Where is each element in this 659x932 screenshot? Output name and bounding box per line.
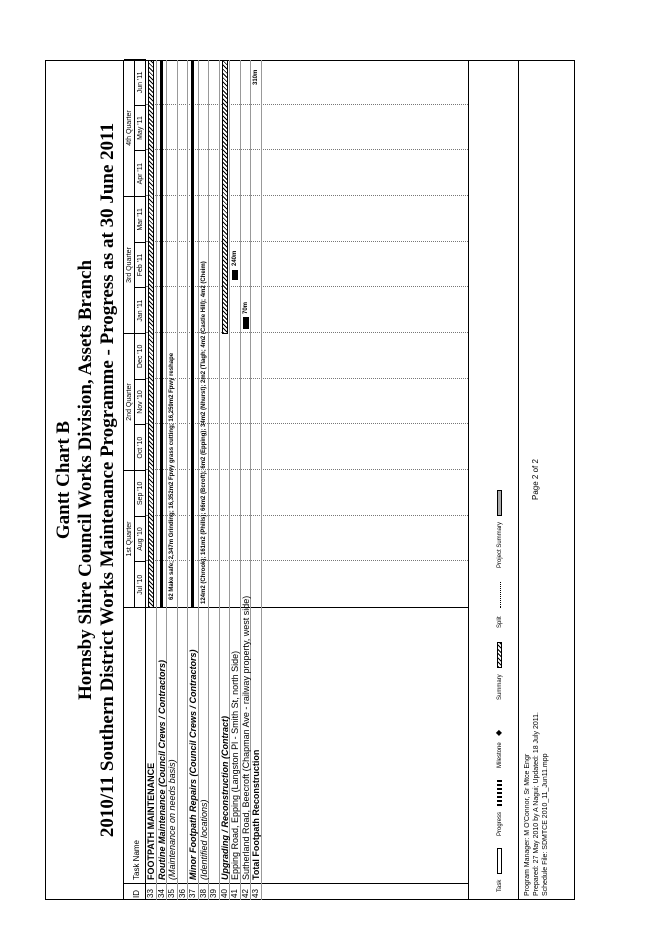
row-id: 33 xyxy=(146,889,155,898)
chart-title: Gantt Chart B xyxy=(53,420,74,540)
table-row[interactable] xyxy=(241,60,252,900)
quarter-4: 4th Quarter xyxy=(124,59,135,196)
month-feb: Feb '11 xyxy=(135,242,146,288)
table-row[interactable] xyxy=(167,60,178,900)
row-id: 43 xyxy=(251,889,260,898)
legend-milestone-label: Milestone xyxy=(497,742,503,768)
legend-progress-swatch xyxy=(497,780,502,806)
legend-split-swatch xyxy=(500,582,501,608)
legend-task-label: Task xyxy=(497,879,503,892)
legend xyxy=(469,60,519,900)
month-mar: Mar '11 xyxy=(135,196,146,242)
table-row[interactable] xyxy=(209,60,220,900)
task-bar xyxy=(243,317,249,329)
row-id: 42 xyxy=(240,889,250,898)
row-annotation: 62 Make safe; 2,347m Grinding; 16,352m2 Fpwy grass cutting; 16,259m2 Fpwy reshape xyxy=(169,352,175,600)
task-bar xyxy=(232,270,238,280)
row-task-name: Routine Maintenance (Council Crews / Contractors) xyxy=(156,659,167,880)
prepared-updated: Prepared: 27 May 2010 by A Nagui; Updated: 18 July 2011. xyxy=(533,712,540,896)
row-task-name: (Identified locations) xyxy=(198,799,209,880)
table-row[interactable] xyxy=(188,60,199,900)
legend-task-swatch xyxy=(497,848,502,874)
row-task-name: FOOTPATH MAINTENANCE xyxy=(146,762,156,880)
row-annotation: 124m2 (Chrook); 161m2 (Phills); 66m2 (Bcroft); 6m2 (Epping); 34m2 (Nhurst); 2m2 (Tlagh; 4m2 (Castle Hill); 4m2 (Cheim) xyxy=(200,261,207,604)
footer xyxy=(523,712,550,896)
row-annotation: 240m xyxy=(232,250,238,266)
legend-project-summary-label: Project Summary xyxy=(497,521,503,568)
month-oct: Oct '10 xyxy=(135,424,146,470)
id-header: ID xyxy=(132,890,141,898)
quarter-3: 3rd Quarter xyxy=(124,196,135,333)
month-sep: Sep '10 xyxy=(135,470,146,516)
organisation-title: Hornsby Shire Council Works Division, Assets Branch xyxy=(75,259,96,701)
summary-bar xyxy=(148,60,154,608)
row-id: 39 xyxy=(209,889,218,898)
row-annotation: 70m xyxy=(242,301,249,314)
month-jan: Jan '11 xyxy=(135,287,146,333)
gantt-sheet xyxy=(45,60,575,900)
row-task-name: Epping Road, Epping (Langston Pl - Smith St, north Side) xyxy=(230,650,240,880)
page-number: Page 2 of 2 xyxy=(531,459,540,500)
schedule-file: Schedule File: SDMTCE 2010_11_Jun11.mpp xyxy=(542,753,549,896)
legend-progress-label: Progress xyxy=(497,811,503,836)
month-may: May '11 xyxy=(135,105,146,151)
row-id: 34 xyxy=(156,889,166,898)
row-id: 38 xyxy=(198,889,208,898)
quarter-2: 2nd Quarter xyxy=(124,333,135,470)
table-row[interactable] xyxy=(230,60,241,900)
row-annotation: 310m xyxy=(253,69,259,85)
table-row[interactable] xyxy=(220,60,231,900)
legend-project-summary-swatch xyxy=(497,490,502,516)
summary-bar xyxy=(160,60,163,608)
table-row[interactable] xyxy=(199,60,210,900)
legend-summary-swatch xyxy=(497,642,502,668)
row-task-name: Upgrading / Reconstruction (Contract) xyxy=(219,716,230,880)
summary-bar xyxy=(222,60,228,334)
row-task-name: Sutherland Road, Beecroft (Chapman Ave - railway property, west side) xyxy=(240,595,251,880)
programme-title: 2010/11 Southern District Works Maintenance Programme - Progress as at 30 June 2011 xyxy=(97,122,118,838)
summary-bar xyxy=(191,60,194,608)
row-id: 40 xyxy=(219,889,229,898)
row-id: 37 xyxy=(188,889,197,898)
row-id: 41 xyxy=(230,889,239,898)
table-row[interactable] xyxy=(251,60,262,900)
row-id: 35 xyxy=(167,889,176,898)
program-manager: Program Manager: M O'Connor, Sr Mtce Engr xyxy=(524,753,531,896)
legend-split-label: Split xyxy=(497,616,503,628)
task-name-header: Task Name xyxy=(132,839,141,880)
month-aug: Aug '10 xyxy=(135,516,146,562)
month-jun: Jun '11 xyxy=(135,59,146,105)
gantt-table xyxy=(123,60,469,900)
month-nov: Nov '10 xyxy=(135,379,146,425)
month-jul: Jul '10 xyxy=(135,561,146,607)
table-row[interactable] xyxy=(146,60,157,900)
row-task-name: Total Footpath Reconstruction xyxy=(251,749,261,880)
table-row[interactable] xyxy=(157,60,168,900)
month-apr: Apr '11 xyxy=(135,150,146,196)
quarter-1: 1st Quarter xyxy=(124,470,135,607)
milestone-icon: ◆ xyxy=(494,729,503,736)
row-id: 36 xyxy=(177,889,187,898)
table-row[interactable] xyxy=(178,60,189,900)
month-dec: Dec '10 xyxy=(135,333,146,379)
legend-summary-label: Summary xyxy=(497,674,503,700)
row-task-name: (Maintenance on needs basis) xyxy=(167,759,177,880)
title-block xyxy=(53,60,119,900)
row-task-name: Minor Footpath Repairs (Council Crews / Contractors) xyxy=(188,649,198,880)
